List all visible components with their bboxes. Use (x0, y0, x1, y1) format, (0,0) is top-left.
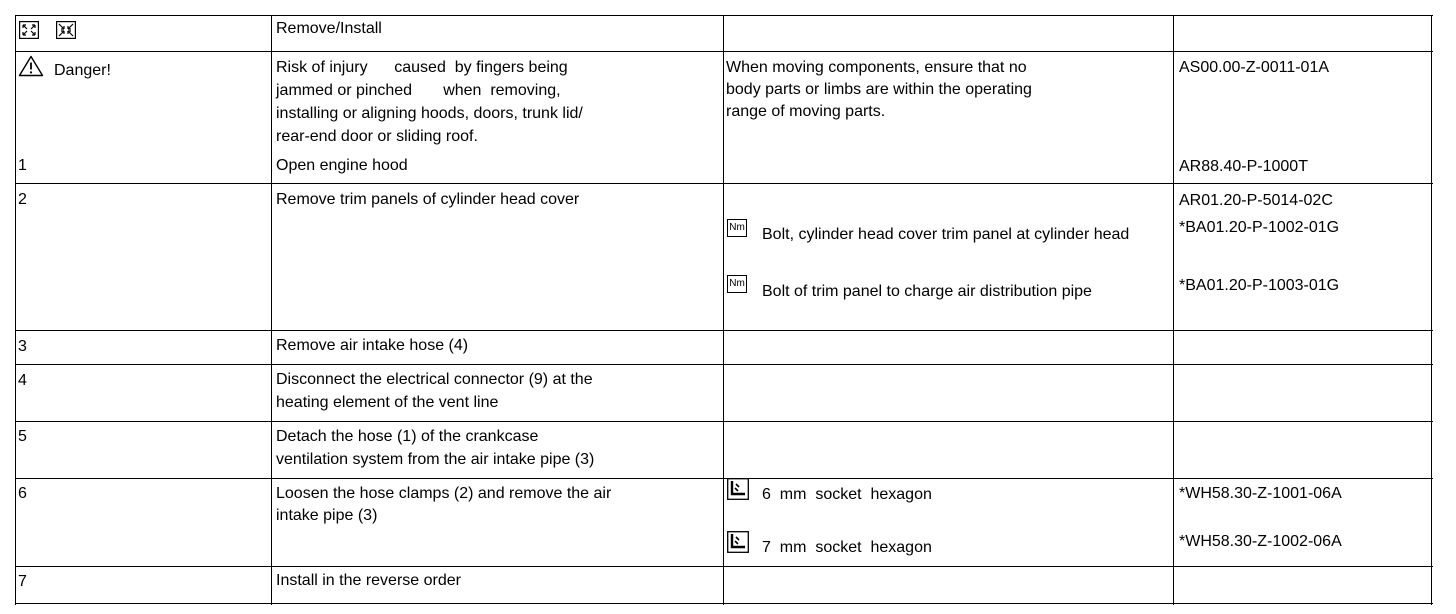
step-text: ventilation system from the air intake pipe (3) (276, 451, 595, 468)
step-text: Remove air intake hose (4) (276, 337, 469, 354)
step-number: 3 (18, 338, 27, 355)
row-border (15, 330, 1433, 331)
danger-text-line: jammed or pinched when removing, (276, 82, 561, 99)
row-border (15, 183, 1433, 184)
step-number: 5 (18, 428, 27, 445)
step-text: Disconnect the electrical connector (9) at the (276, 371, 593, 388)
danger-text-line: Risk of injury caused by fingers being (276, 59, 568, 76)
danger-reference[interactable]: AS00.00-Z-0011-01A (1179, 59, 1330, 76)
collapse-icon (56, 21, 76, 39)
step-text: Open engine hood (276, 157, 408, 174)
step-number: 2 (18, 191, 27, 208)
row-border (15, 15, 1433, 16)
step-number: 7 (18, 573, 27, 590)
row-border (15, 603, 1433, 604)
row-border (15, 421, 1433, 422)
row-border (15, 364, 1433, 365)
row-border (15, 478, 1433, 479)
special-tool-icon (727, 478, 749, 500)
torque-nm-icon: Nm (727, 219, 747, 237)
torque-nm-icon: Nm (727, 275, 747, 293)
step-number: 1 (18, 157, 27, 174)
tool-reference[interactable]: *WH58.30-Z-1002-06A (1179, 533, 1342, 550)
danger-label: Danger! (54, 62, 111, 79)
step-number: 6 (18, 485, 27, 502)
column-border (1431, 15, 1432, 605)
column-border (1173, 15, 1174, 605)
step-number: 4 (18, 372, 27, 389)
danger-note-line: When moving components, ensure that no (726, 59, 1027, 76)
torque-spec-text: Bolt of trim panel to charge air distribution pipe (762, 283, 1092, 300)
column-border (723, 15, 724, 605)
expand-icon (19, 21, 39, 39)
danger-text-line: installing or aligning hoods, doors, trunk lid/ (276, 105, 583, 122)
procedure-table (15, 15, 1433, 605)
step-text: Loosen the hose clamps (2) and remove the air (276, 485, 612, 502)
torque-reference[interactable]: *BA01.20-P-1003-01G (1179, 277, 1340, 294)
step-text: Install in the reverse order (276, 572, 461, 589)
special-tool-icon (727, 531, 749, 553)
step-reference[interactable]: AR88.40-P-1000T (1179, 158, 1308, 175)
column-border (271, 15, 272, 605)
tool-text: 7 mm socket hexagon (762, 539, 932, 556)
procedure-title: Remove/Install (276, 20, 382, 37)
step-text: Remove trim panels of cylinder head cover (276, 191, 580, 208)
torque-reference[interactable]: *BA01.20-P-1002-01G (1179, 219, 1340, 236)
step-text: intake pipe (3) (276, 507, 378, 524)
step-text: Detach the hose (1) of the crankcase (276, 428, 539, 445)
tool-reference[interactable]: *WH58.30-Z-1001-06A (1179, 485, 1342, 502)
tool-text: 6 mm socket hexagon (762, 486, 932, 503)
row-border (15, 51, 1433, 52)
step-reference[interactable]: AR01.20-P-5014-02C (1179, 192, 1333, 209)
warning-triangle-icon (18, 55, 44, 77)
danger-text-line: rear-end door or sliding roof. (276, 128, 478, 145)
torque-spec-text: Bolt, cylinder head cover trim panel at cylinder head (762, 226, 1130, 243)
danger-note-line: range of moving parts. (726, 103, 886, 120)
column-border (15, 15, 16, 605)
row-border (15, 566, 1433, 567)
danger-note-line: body parts or limbs are within the operating (726, 81, 1032, 98)
step-text: heating element of the vent line (276, 394, 499, 411)
